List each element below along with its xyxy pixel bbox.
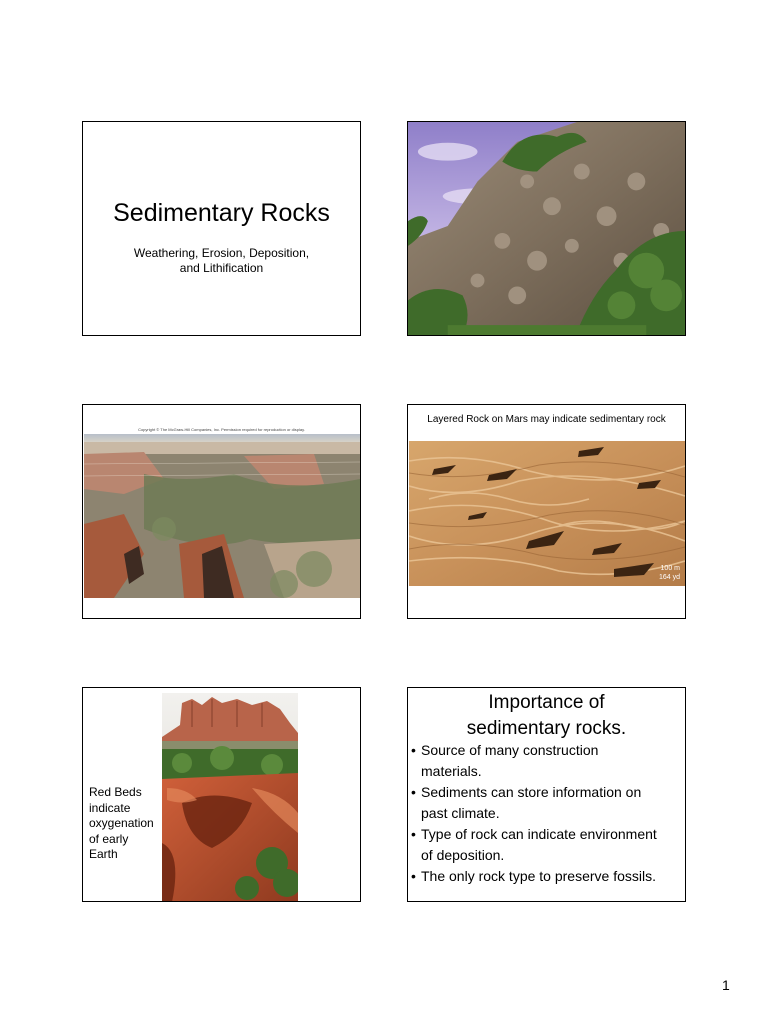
canyon-photo — [84, 434, 360, 598]
bullet-line: materials. — [421, 763, 482, 779]
mars-layered-rock-photo — [409, 441, 685, 586]
importance-title-line-1: Importance of — [488, 692, 605, 713]
bullet-line: Type of rock can indicate environment — [421, 826, 657, 842]
importance-title — [408, 690, 685, 742]
bullet-item — [408, 824, 685, 866]
bullet-glyph: • — [411, 742, 416, 758]
importance-bullet-list — [408, 740, 685, 887]
bullet-item — [408, 740, 685, 782]
bullet-glyph: • — [411, 784, 416, 800]
subtitle-line-1: Weathering, Erosion, Deposition, — [133, 246, 310, 260]
bullet-item — [408, 782, 685, 824]
mars-caption: Layered Rock on Mars may indicate sedimentary rock — [427, 414, 666, 425]
bullet-line: The only rock type to preserve fossils. — [421, 868, 656, 884]
page-number: 1 — [722, 977, 730, 993]
red-beds-line: indicate — [89, 800, 131, 815]
bullet-line: Sediments can store information on — [421, 784, 642, 800]
bullet-line: of deposition. — [421, 847, 505, 863]
red-beds-text — [89, 785, 161, 863]
bullet-line: past climate. — [421, 805, 500, 821]
scale-meters: 100 m — [660, 565, 680, 572]
slide-title-heading: Sedimentary Rocks — [113, 199, 330, 227]
slide-importance — [407, 687, 686, 902]
importance-title-line-2: sedimentary rocks. — [466, 718, 627, 739]
bullet-line: Source of many construction — [421, 742, 599, 758]
red-beds-line: of early — [89, 831, 129, 846]
bullet-glyph: • — [411, 868, 416, 884]
slide-canyon-photo — [82, 404, 361, 619]
red-beds-canyon-photo — [162, 693, 298, 902]
slide-cliff-photo — [407, 121, 686, 336]
slide-red-beds — [82, 687, 361, 902]
red-beds-line: Red Beds — [89, 785, 142, 799]
red-beds-line: Earth — [89, 847, 118, 861]
red-beds-line: oxygenation — [89, 816, 154, 830]
slide-mars-rock — [407, 404, 686, 619]
bullet-glyph: • — [411, 826, 416, 842]
rocky-cliff-photo — [408, 122, 685, 335]
bullet-item — [408, 866, 685, 887]
slide-title — [82, 121, 361, 336]
slide-title-subtitle — [113, 246, 330, 276]
copyright-notice: Copyright © The McGraw-Hill Companies, Inc. Permission required for reproduction or display. — [138, 427, 305, 432]
subtitle-line-2: and Lithification — [179, 261, 264, 275]
scale-yards: 164 yd — [658, 574, 680, 581]
